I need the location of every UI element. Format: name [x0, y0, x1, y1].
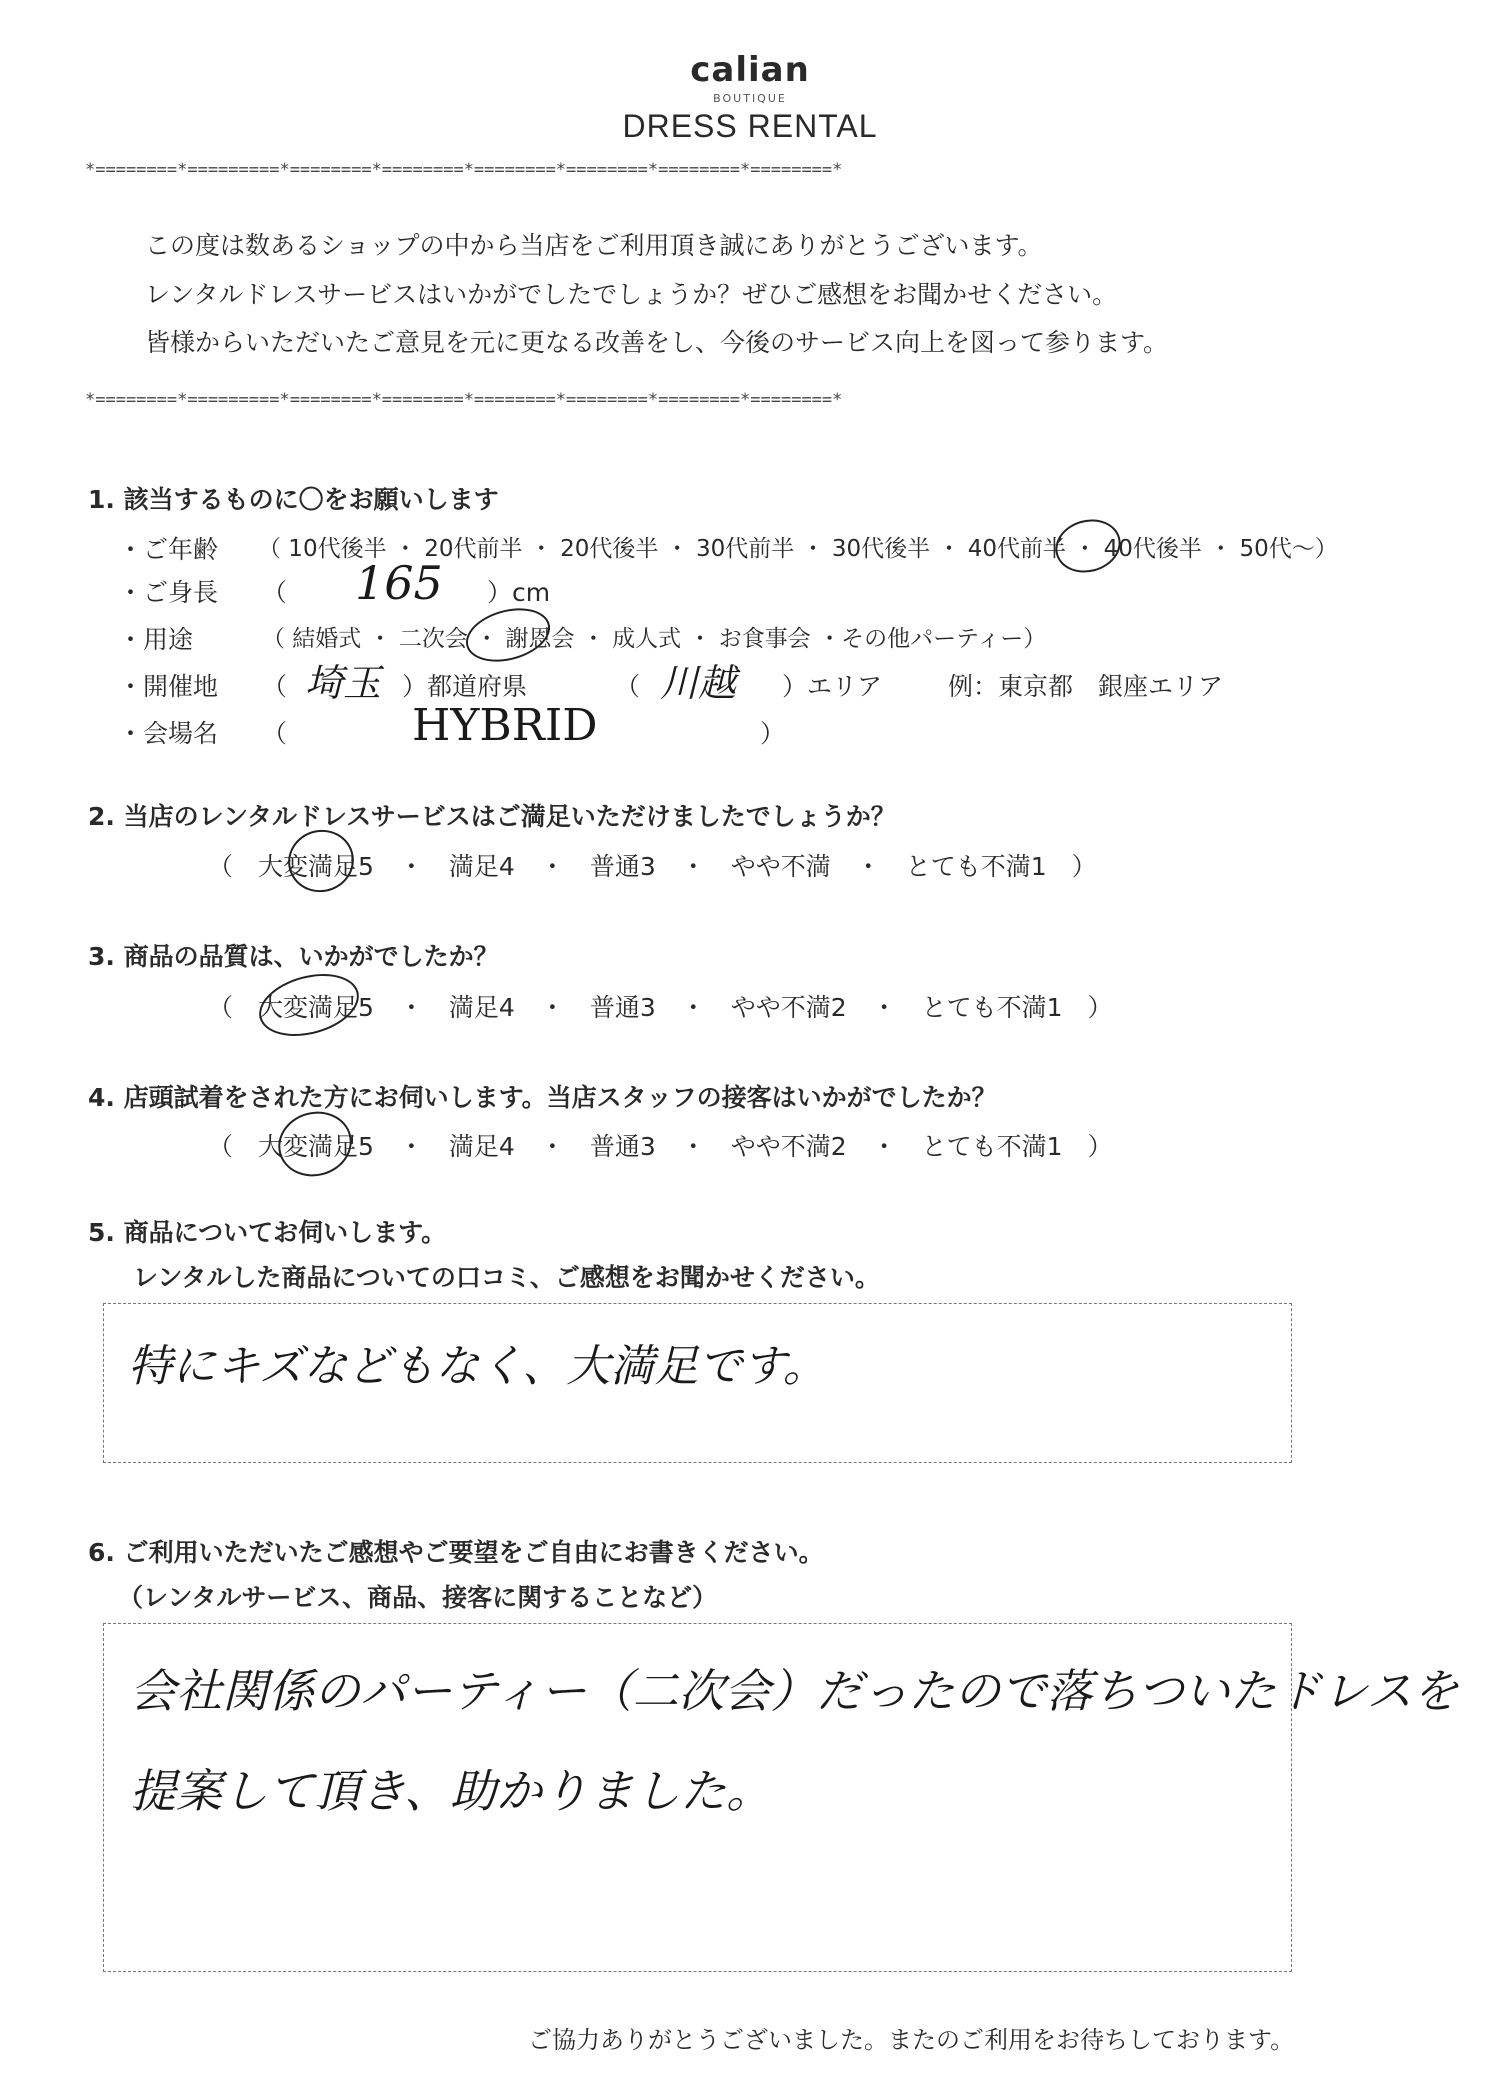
- location-label: ・開催地: [118, 672, 219, 701]
- prefecture-suffix: ）都道府県: [402, 672, 528, 701]
- q2-selection-circle: [281, 823, 361, 900]
- venue-label: ・会場名: [118, 719, 219, 748]
- area-value[interactable]: 川越: [660, 661, 737, 705]
- height-unit: ）cm: [487, 578, 551, 607]
- q4-options: （ 大変満足5 ・ 満足4 ・ 普通3 ・ やや不満2 ・ とても不満1 ）: [208, 1132, 1113, 1161]
- height-label: ・ご身長: [118, 578, 219, 607]
- q6-answer-line-2: 提案して頂き、助かりました。: [130, 1764, 773, 1818]
- age-selection-circle: [1049, 512, 1126, 579]
- intro-line-1: この度は数あるショップの中から当店をご利用頂き誠にありがとうございます。: [145, 231, 1043, 260]
- q6-subtitle: （レンタルサービス、商品、接客に関することなど）: [118, 1583, 718, 1612]
- prefecture-value[interactable]: 埼玉: [305, 661, 382, 705]
- intro-line-3: 皆様からいただいたご意見を元に更なる改善をし、今後のサービス向上を図って参ります。: [145, 328, 1169, 357]
- venue-open-paren: （: [262, 719, 288, 748]
- location-example: 例：東京都 銀座エリア: [948, 672, 1224, 701]
- area-suffix: ）エリア: [782, 672, 883, 701]
- location-open-paren: （: [262, 672, 288, 701]
- age-options: （ 10代後半 ・ 20代前半 ・ 20代後半 ・ 30代前半 ・ 30代後半 ・ 40代前半 ・ 40代後半 ・ 50代～）: [258, 536, 1338, 562]
- q3-selection-circle: [252, 964, 366, 1046]
- q5-title: 5. 商品についてお伺いします。: [88, 1218, 447, 1247]
- q6-title: 6. ご利用いただいたご感想やご要望をご自由にお書きください。: [88, 1538, 824, 1567]
- q3-options: （ 大変満足5 ・ 満足4 ・ 普通3 ・ やや不満2 ・ とても不満1 ）: [208, 993, 1113, 1022]
- q2-title: 2. 当店のレンタルドレスサービスはご満足いただけましたでしょうか？: [88, 802, 896, 831]
- q5-answer-text: 特にキズなどもなく、大満足です。: [128, 1341, 827, 1392]
- q2-options: （ 大変満足5 ・ 満足4 ・ 普通3 ・ やや不満 ・ とても不満1 ）: [208, 852, 1097, 881]
- q4-title: 4. 店頭試着をされた方にお伺いします。当店スタッフの接客はいかがでしたか？: [88, 1083, 997, 1112]
- intro-line-2: レンタルドレスサービスはいかがでしたでしょうか？ぜひご感想をお聞かせください。: [145, 280, 1118, 309]
- footer-thanks: ご協力ありがとうございました。またのご利用をお待ちしております。: [528, 2026, 1295, 2054]
- separator-top: *========*=========*========*========*========*========*========*========*: [85, 160, 843, 180]
- logo-subtext: BOUTIQUE: [713, 92, 787, 105]
- q3-title: 3. 商品の品質は、いかがでしたか？: [88, 942, 499, 971]
- q5-subtitle: レンタルした商品についての口コミ、ご感想をお聞かせください。: [133, 1263, 880, 1292]
- venue-value[interactable]: HYBRID: [412, 700, 598, 751]
- purpose-selection-circle: [460, 600, 556, 671]
- height-open-paren: （: [262, 578, 288, 607]
- q4-selection-circle: [271, 1104, 359, 1185]
- purpose-options: （ 結婚式 ・ 二次会 ・ 謝恩会 ・ 成人式 ・ お食事会 ・その他パーティー）: [262, 626, 1047, 652]
- logo-text: calian: [690, 50, 810, 90]
- venue-close-paren: ）: [760, 719, 786, 748]
- q1-title: 1. 該当するものに〇をお願いします: [88, 485, 499, 514]
- page-title: DRESS RENTAL: [622, 108, 878, 144]
- area-open-paren: （: [615, 672, 641, 701]
- q6-answer-line-1: 会社関係のパーティー（二次会）だったので落ちついたドレスを: [130, 1664, 1459, 1718]
- height-value[interactable]: 165: [355, 556, 443, 610]
- age-label: ・ご年齢: [118, 535, 219, 564]
- separator-bottom: *========*=========*========*========*========*========*========*========*: [85, 390, 843, 410]
- purpose-label: ・用途: [118, 625, 194, 654]
